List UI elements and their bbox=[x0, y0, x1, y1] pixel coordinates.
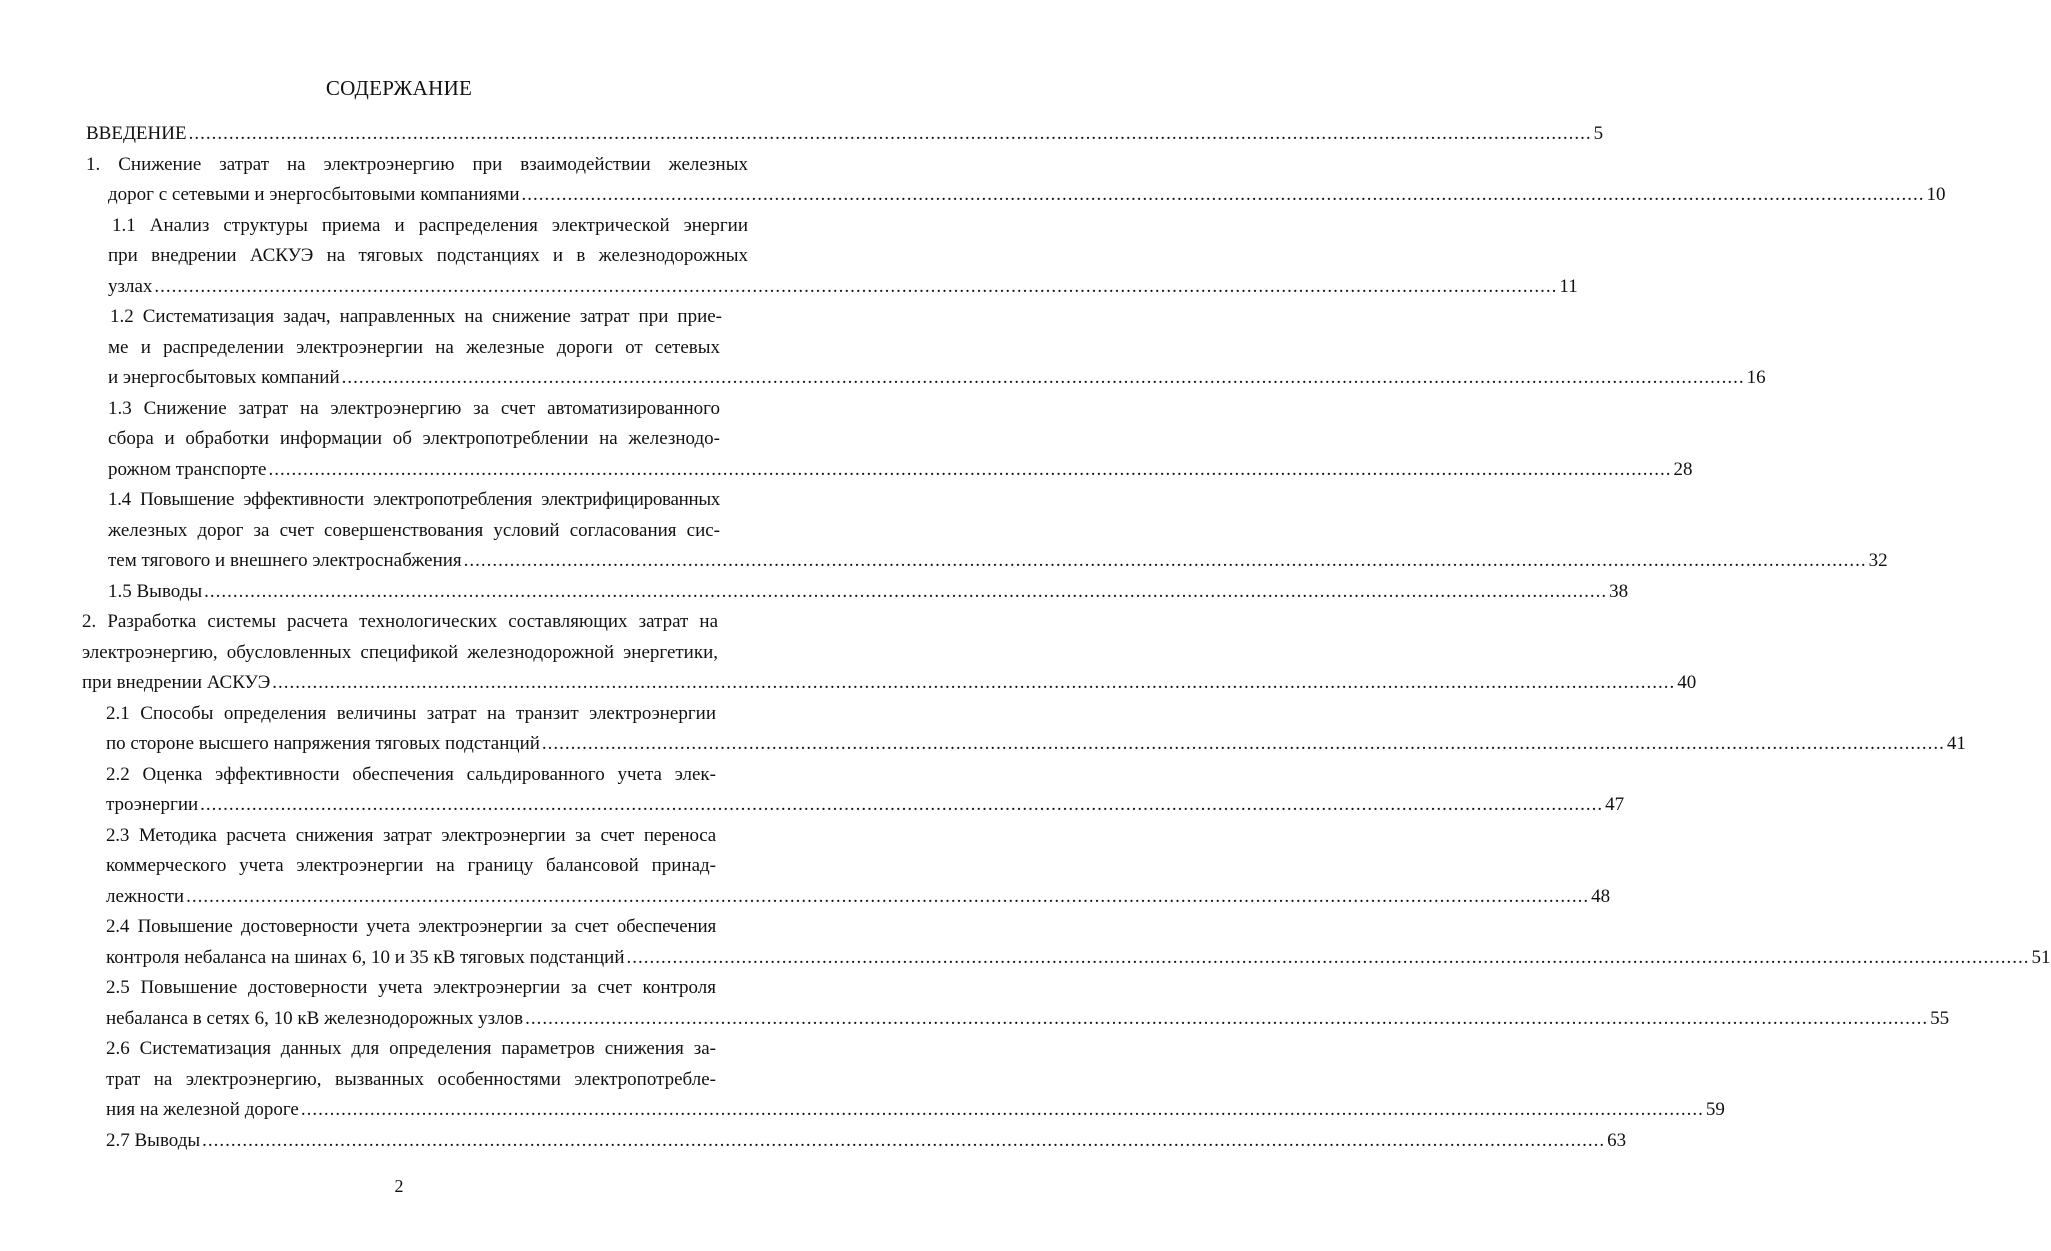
toc-page-number: 41 bbox=[1946, 733, 1966, 754]
page-number: 2 bbox=[394, 1176, 404, 1196]
toc-page-number: 5 bbox=[1593, 123, 1604, 144]
toc-page-number: 51 bbox=[2031, 946, 2051, 968]
toc-entry-section-2-7[interactable]: 2.7 Выводы..... 63 bbox=[106, 1126, 740, 1157]
page-title: СОДЕРЖАНИЕ bbox=[325, 76, 473, 100]
toc-entry-section-2-2[interactable]: 2.2 Оценка эффективности обеспечения сальдированного учета элек- троэнергии..... 47 bbox=[106, 760, 740, 821]
toc-page-number: 55 bbox=[1930, 1007, 1950, 1029]
toc-entry-section-2-5[interactable]: 2.5 Повышение достоверности учета электроэнергии за счет контроля небаланса в сетях 6, 10 кВ железнодорожных узлов..... 55 bbox=[106, 973, 740, 1034]
toc-page-number: 47 bbox=[1605, 794, 1625, 815]
toc-page-number: 59 bbox=[1705, 1099, 1725, 1120]
toc-page-number: 40 bbox=[1677, 672, 1697, 693]
toc-entry-section-2-3[interactable]: 2.3 Методика расчета снижения затрат электроэнергии за счет переноса коммерческого учета электроэнергии на границу балансовой принад- лежности..... 48 bbox=[106, 821, 740, 913]
toc-entry-section-2-6[interactable]: 2.6 Систематизация данных для определения параметров снижения за- трат на электроэнергию, вызванных особенностями электропотребле- ния на железной дороге..... 59 bbox=[106, 1034, 740, 1126]
toc-page-number: 48 bbox=[1591, 885, 1611, 907]
toc-page-number: 38 bbox=[1609, 580, 1629, 602]
toc-entry-section-1-2[interactable]: 1.2 Систематизация задач, направленных на снижение затрат при прие- ме и распределении электроэнергии на железные дороги от сетевых и энергосбытовых компаний..... 16 bbox=[108, 302, 748, 394]
toc-entry-section-1-3[interactable]: 1.3 Снижение затрат на электроэнергию за счет автоматизированного сбора и обработки информации об электропотреблении на железнодо- рожном транспорте..... 28 bbox=[108, 394, 748, 486]
toc-entry-section-1-1[interactable]: 1.1 Анализ структуры приема и распределения электрической энергии при внедрении АСКУЭ на тяговых подстанциях и в железнодорожных узлах..... 11 bbox=[108, 211, 748, 303]
toc-entry-chapter-2[interactable]: 2. Разработка системы расчета технологических составляющих затрат на электроэнергию, обусловленных спецификой железнодорожной энергетики, при внедрении АСКУЭ..... 40 bbox=[82, 607, 740, 699]
toc-entry-section-1-4[interactable]: 1.4 Повышение эффективности электропотребления электрифицированных железных дорог за счет совершенствования условий согласования сис- тем тягового и внешнего электроснабжения..... 32 bbox=[108, 485, 740, 577]
toc-entry-chapter-1[interactable]: 1. Снижение затрат на электроэнергию при взаимодействии железных дорог с сетевыми и энергосбытовыми компаниями..... 10 bbox=[86, 150, 748, 211]
toc-page-number: 28 bbox=[1673, 458, 1693, 480]
toc-page-number: 32 bbox=[1868, 550, 1888, 571]
toc-entry-section-1-5[interactable]: 1.5 Выводы..... 38 bbox=[108, 577, 740, 608]
toc-entry-introduction[interactable]: ВВЕДЕНИЕ..... 5 bbox=[86, 119, 748, 150]
toc-page-number: 63 bbox=[1607, 1129, 1627, 1151]
toc-page-number: 16 bbox=[1746, 367, 1766, 388]
toc-page-number: 11 bbox=[1559, 275, 1578, 297]
toc-entry-section-2-4[interactable]: 2.4 Повышение достоверности учета электроэнергии за счет обеспечения контроля небаланса на шинах 6, 10 и 35 кВ тяговых подстанций..... 51 bbox=[106, 912, 740, 973]
toc-page-number: 10 bbox=[1926, 184, 1946, 205]
toc-entry-section-2-1[interactable]: 2.1 Способы определения величины затрат на транзит электроэнергии по стороне высшего напряжения тяговых подстанций..... 41 bbox=[106, 699, 740, 760]
